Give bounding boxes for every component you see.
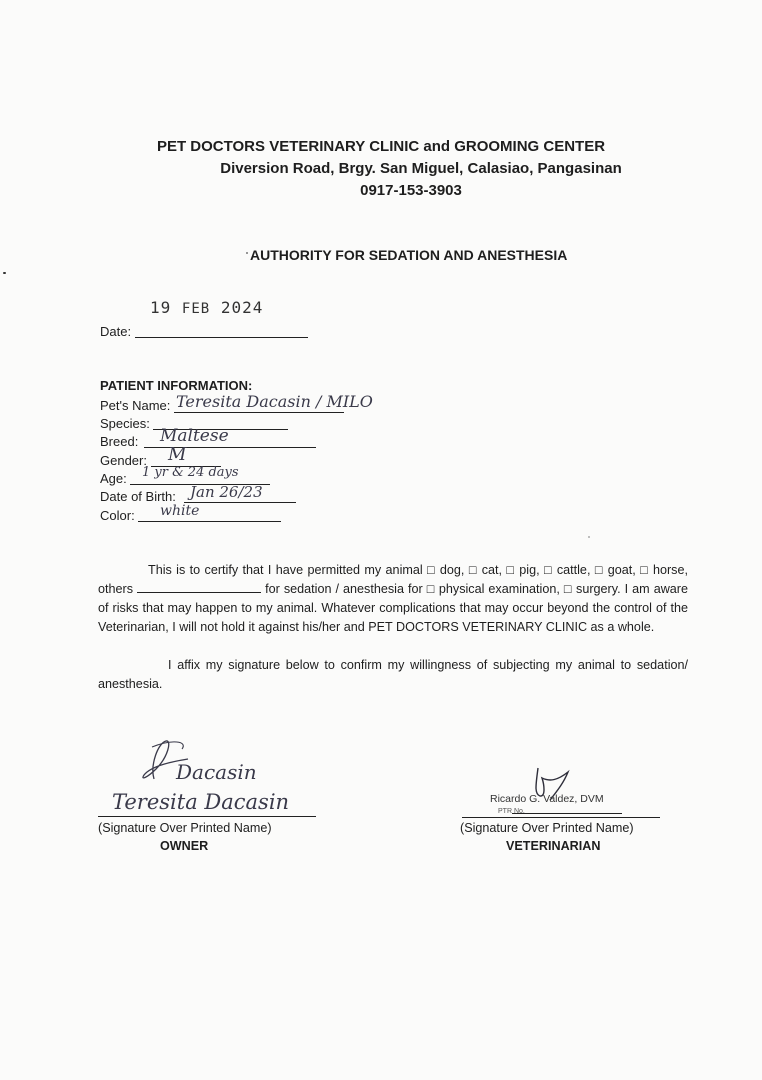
consent-paragraph: [98, 561, 688, 637]
scan-speck: [588, 536, 590, 538]
vet-signature-line: [462, 817, 660, 818]
age-label: Age:: [100, 471, 127, 486]
others-blank: [137, 581, 261, 593]
patient-info-heading: PATIENT INFORMATION:: [100, 378, 253, 393]
color-line: [138, 521, 281, 522]
date-stamp-year: 2024: [220, 298, 264, 317]
date-label: Date:: [100, 324, 132, 339]
vet-caption: (Signature Over Printed Name): [460, 821, 634, 835]
owner-signature-line: [98, 816, 316, 817]
pets-name-line: [174, 412, 344, 413]
dob-label: Date of Birth:: [100, 489, 176, 504]
vet-stamp-name: Ricardo G. Valdez, DVM: [490, 793, 604, 805]
date-stamp: [150, 298, 263, 317]
color-label: Color:: [100, 508, 135, 523]
form-title: AUTHORITY FOR SEDATION AND ANESTHESIA: [250, 247, 568, 263]
owner-printed-name: Teresita Dacasin: [112, 790, 290, 814]
dob-value: Jan 26/23: [190, 483, 263, 501]
owner-role: OWNER: [160, 839, 209, 853]
gender-label: Gender:: [100, 453, 147, 468]
pets-name-label: Pet's Name:: [100, 398, 171, 413]
age-value: 1 yr & 24 days: [142, 465, 239, 480]
affirm-paragraph: I affix my signature below to confirm my willingness of subjecting my animal to sedation/ anesthesia.: [98, 658, 688, 691]
vet-role: VETERINARIAN: [506, 839, 601, 853]
vet-stamp-ptr: PTR No.: [498, 808, 525, 815]
date-stamp-day: 19: [150, 298, 172, 317]
scan-speck: [3, 272, 6, 274]
species-label: Species:: [100, 416, 150, 431]
clinic-name: PET DOCTORS VETERINARY CLINIC and GROOMING CENTER: [156, 138, 606, 155]
clinic-phone: 0917-153-3903: [360, 182, 462, 199]
breed-value: Maltese: [160, 426, 229, 446]
consent-text-part2: for sedation / anesthesia for □ physical examination, □ surgery. I am aware of risks that may happen to my animal. Whatever complications that may occur beyond the control of the Veterinarian, I will not hold it against his/her and PET DOCTORS VETERINARY CLINIC as a whole.: [98, 582, 689, 634]
gender-value: M: [168, 444, 187, 465]
vet-ptr-line: [512, 813, 622, 814]
color-value: white: [160, 503, 200, 519]
pets-name-value: Teresita Dacasin / MILO: [176, 392, 373, 411]
date-line: [135, 337, 308, 338]
date-stamp-month: FEB: [181, 301, 211, 317]
owner-signature: Dacasin: [176, 760, 257, 784]
breed-label: Breed:: [100, 434, 139, 449]
consent-text-part1: This is to certify that I have permitted my animal □ dog, □ cat, □ pig, □ cattle, □ goat, □ horse, others: [98, 563, 688, 596]
clinic-address: Diversion Road, Brgy. San Miguel, Calasiao, Pangasinan: [220, 160, 622, 177]
dob-line: [184, 502, 296, 503]
owner-caption: (Signature Over Printed Name): [98, 821, 272, 835]
scan-speck: [246, 252, 248, 254]
